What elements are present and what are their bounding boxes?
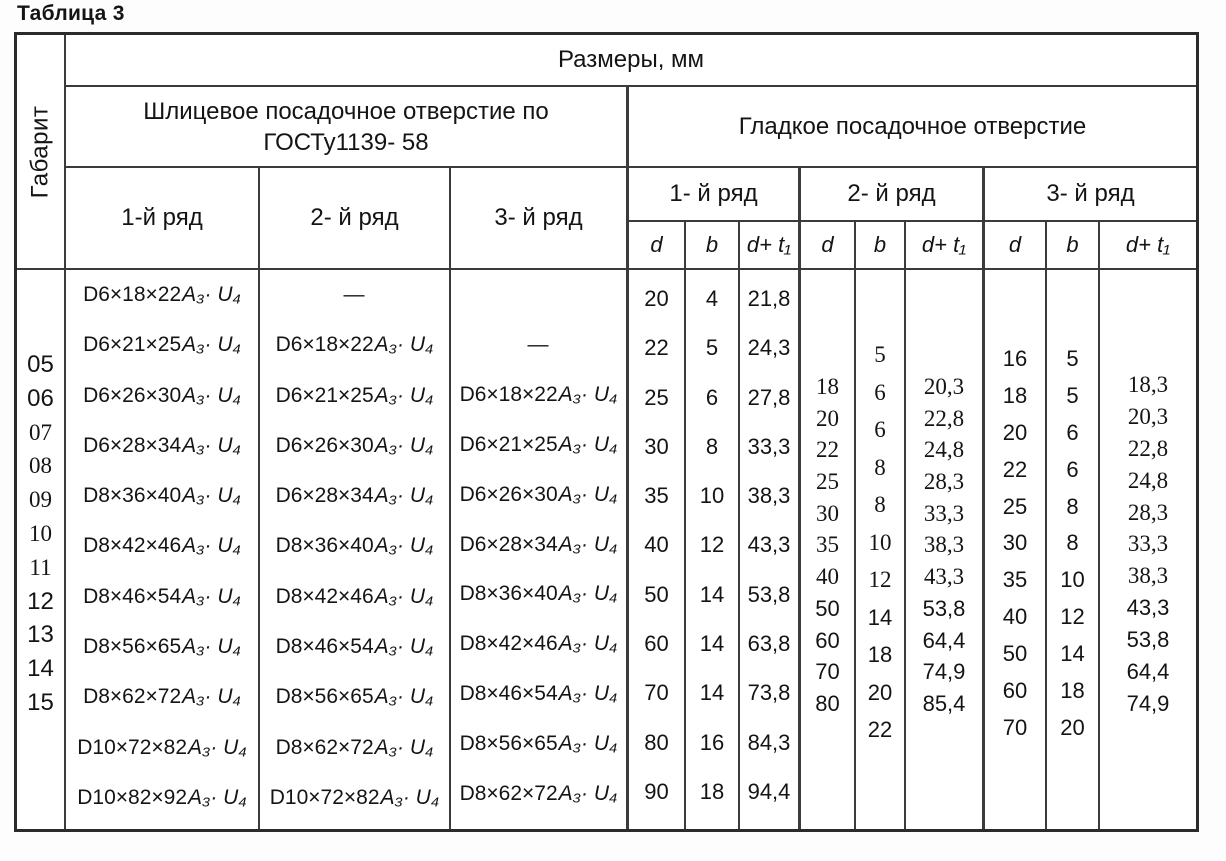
spline-designation bbox=[77, 785, 247, 811]
gabarit-value: 10 bbox=[29, 520, 52, 546]
dimension-value: 24,8 bbox=[923, 437, 965, 463]
dimension-value: 24,3 bbox=[747, 335, 791, 361]
spline-designation-base: D6×28×34 bbox=[459, 532, 558, 556]
gabarit-value: 12 bbox=[27, 587, 54, 615]
spline-designation-base: D8×62×72 bbox=[459, 781, 558, 805]
dimension-value: 18,3 bbox=[1127, 372, 1169, 397]
dimension-value: 14 bbox=[699, 581, 725, 607]
dimension-value: 22 bbox=[816, 437, 839, 463]
spline-designation-suffix: A₃· U₄ bbox=[558, 482, 618, 506]
dimension-value: 16 bbox=[1002, 346, 1028, 371]
dimension-value: 94,4 bbox=[747, 778, 791, 804]
col-label-dt-row1: d+ t₁ bbox=[740, 222, 800, 270]
spline-designation bbox=[460, 532, 618, 558]
dimension-value: 6 bbox=[874, 379, 886, 405]
spline-designation-suffix: A₃· U₄ bbox=[182, 685, 241, 709]
gabarit-value: 06 bbox=[27, 384, 54, 412]
dimension-value: 22 bbox=[1002, 456, 1028, 482]
dimension-value: 33,3 bbox=[747, 433, 791, 459]
dimension-value: 8 bbox=[874, 492, 886, 517]
dimension-value: 4 bbox=[705, 286, 719, 311]
dimension-value: 20,3 bbox=[923, 374, 965, 399]
dimension-value: 64,4 bbox=[1126, 659, 1170, 685]
spline-designation-suffix: A₃· U₄ bbox=[558, 682, 618, 706]
col-label-b-row2: b bbox=[856, 222, 906, 270]
col-label-dt-row2: d+ t₁ bbox=[906, 222, 984, 270]
spline-section-header-line2: ГОСТу1139- 58 bbox=[263, 128, 429, 156]
spline-designation-base: D6×26×30 bbox=[459, 482, 558, 506]
spline-designation-base: D6×26×30 bbox=[83, 383, 182, 407]
dimension-value: 50 bbox=[644, 581, 669, 607]
dimension-value: 28,3 bbox=[923, 469, 965, 495]
dimension-value: 35 bbox=[644, 483, 669, 509]
smooth-row1-header: 1- й ряд bbox=[628, 168, 800, 222]
gabarit-value: 13 bbox=[27, 621, 54, 649]
spline-designation-base: D8×56×65 bbox=[275, 685, 374, 709]
spline-designation-suffix: A₃· U₄ bbox=[182, 383, 241, 407]
spline-designation bbox=[83, 383, 241, 409]
dimension-value: 8 bbox=[1066, 530, 1079, 556]
spline-designation bbox=[460, 382, 618, 408]
dimension-value: 70 bbox=[1002, 714, 1028, 740]
dimension-value: 30 bbox=[816, 500, 839, 526]
spline-designation bbox=[528, 332, 550, 358]
dimension-value: 21,8 bbox=[747, 286, 791, 311]
spline-designation bbox=[460, 781, 618, 807]
spline-row2-column bbox=[260, 270, 451, 829]
spline-designation-suffix: A₃· U₄ bbox=[374, 484, 434, 508]
spline-row3-column bbox=[451, 270, 628, 829]
dimension-value: 80 bbox=[815, 690, 840, 716]
spline-designation bbox=[83, 634, 241, 660]
spline-designation bbox=[276, 433, 434, 459]
dimension-value: 22 bbox=[644, 335, 669, 361]
spline-designation-base: D10×72×82 bbox=[77, 735, 188, 759]
spline-designation-base: D6×18×22 bbox=[459, 382, 558, 406]
spline-designation-suffix: A₃· U₄ bbox=[558, 732, 618, 755]
dimension-value: 80 bbox=[644, 729, 669, 755]
spline-designation-base: D8×62×72 bbox=[83, 685, 182, 709]
spline-designation bbox=[270, 785, 440, 811]
smooth-row1-d-column bbox=[628, 270, 686, 829]
smooth-row2-b-column bbox=[856, 270, 906, 829]
spline-designation-base: D6×21×25 bbox=[83, 333, 182, 357]
spline-designation-suffix: A₃· U₄ bbox=[374, 584, 434, 608]
dimension-value: 40 bbox=[644, 532, 669, 558]
col-label-d-row2: d bbox=[800, 222, 856, 270]
spline-designation bbox=[276, 533, 434, 559]
spline-designation bbox=[460, 631, 618, 657]
dimension-value: 20 bbox=[1060, 714, 1085, 740]
spline-designation-suffix: A₃· U₄ bbox=[182, 333, 241, 357]
dimension-value: 18 bbox=[816, 374, 839, 399]
spline-designation-suffix: A₃· U₄ bbox=[374, 735, 434, 759]
dimension-value: 50 bbox=[1002, 641, 1028, 667]
spline-designation-base: D8×46×54 bbox=[83, 584, 182, 608]
dimension-value: 43,3 bbox=[923, 564, 965, 590]
dimension-value: 53,8 bbox=[747, 581, 791, 607]
dimension-value: 63,8 bbox=[747, 631, 791, 657]
spline-section-header bbox=[66, 87, 628, 168]
dimension-value: 43,3 bbox=[1126, 595, 1170, 621]
spline-designation bbox=[276, 584, 434, 610]
gabarit-values-column bbox=[17, 270, 66, 829]
dimension-value: 10 bbox=[868, 529, 892, 555]
dimension-value: 12 bbox=[1060, 604, 1085, 630]
spline-designation-suffix: A₃· U₄ bbox=[558, 582, 618, 606]
table-caption: Таблица 3 bbox=[17, 2, 125, 25]
spline-designation-base: D8×42×46 bbox=[459, 632, 558, 656]
dimension-value: 18 bbox=[867, 642, 893, 667]
gabarit-header-cell bbox=[17, 35, 66, 270]
spline-designation-base: D8×36×40 bbox=[275, 534, 374, 558]
dimension-value: 22,8 bbox=[923, 405, 965, 431]
spline-designation-suffix: A₃· U₄ bbox=[374, 433, 434, 457]
spline-designation bbox=[276, 735, 434, 761]
dimension-value: 16 bbox=[699, 729, 725, 755]
spline-designation-base: D6×18×22 bbox=[275, 333, 374, 357]
dimension-value: 60 bbox=[1002, 678, 1028, 704]
spline-designation bbox=[77, 735, 247, 761]
dimension-value: 10 bbox=[699, 483, 725, 509]
dimension-value: 25 bbox=[644, 384, 669, 410]
dimension-value: 50 bbox=[815, 595, 840, 621]
dimension-value: 85,4 bbox=[922, 690, 966, 716]
dimension-value: 20,3 bbox=[1127, 403, 1169, 429]
col-label-dt-row3: d+ t₁ bbox=[1100, 222, 1196, 270]
dimension-value: 53,8 bbox=[1126, 627, 1170, 653]
spline-designation bbox=[276, 684, 434, 710]
sizes-header: Размеры, мм bbox=[66, 35, 1196, 87]
spline-designation-base: D6×21×25 bbox=[275, 383, 374, 407]
dimension-value: 25 bbox=[1002, 493, 1028, 519]
col-label-d-row3: d bbox=[984, 222, 1047, 270]
spline-designation bbox=[276, 634, 434, 660]
col-label-b-row3: b bbox=[1047, 222, 1100, 270]
gabarit-value: 08 bbox=[29, 453, 52, 479]
dimension-value: 8 bbox=[705, 433, 719, 459]
spline-designation bbox=[460, 681, 618, 707]
spline-designation-base: D6×21×25 bbox=[459, 432, 558, 456]
dimension-value: 30 bbox=[644, 433, 669, 459]
spline-row1-header: 1-й ряд bbox=[66, 168, 260, 270]
spline-designation-suffix: A₃· U₄ bbox=[374, 383, 434, 407]
dimension-value: 10 bbox=[1060, 567, 1085, 593]
spline-designation bbox=[460, 482, 618, 508]
gabarit-value: 07 bbox=[29, 419, 52, 445]
dimension-value: 90 bbox=[644, 778, 669, 804]
spline-designation-base: D8×42×46 bbox=[275, 584, 374, 608]
dimension-value: 74,9 bbox=[1126, 690, 1170, 716]
dimension-value: 70 bbox=[644, 680, 669, 706]
dimension-value: 33,3 bbox=[923, 500, 965, 526]
dimension-value: 38,3 bbox=[923, 532, 965, 558]
dimension-value: 14 bbox=[1060, 641, 1085, 667]
dimension-value: 18 bbox=[699, 778, 725, 804]
spline-designation bbox=[460, 432, 618, 458]
dimension-value: 8 bbox=[1066, 493, 1079, 519]
spline-designation-suffix: A₃· U₄ bbox=[182, 283, 241, 306]
spline-designation-base: D8×42×46 bbox=[83, 534, 182, 558]
dimension-value: 60 bbox=[644, 631, 669, 657]
dimension-value: 8 bbox=[874, 454, 886, 480]
spline-designation-suffix: A₃· U₄ bbox=[374, 685, 434, 709]
dimension-value: 6 bbox=[1066, 419, 1079, 445]
dimension-value: 6 bbox=[874, 417, 886, 442]
spline-designation-suffix: A₃· U₄ bbox=[182, 433, 241, 457]
smooth-row2-header: 2- й ряд bbox=[800, 168, 984, 222]
dimension-value: 28,3 bbox=[1127, 499, 1169, 525]
spline-row1-column bbox=[66, 270, 260, 829]
spline-designation-base: — bbox=[343, 283, 365, 306]
spline-designation bbox=[276, 383, 434, 409]
spline-designation-base: D8×62×72 bbox=[275, 735, 374, 759]
smooth-row3-dt-column bbox=[1100, 270, 1196, 829]
dimension-value: 27,8 bbox=[747, 384, 791, 410]
smooth-row3-b-column bbox=[1047, 270, 1100, 829]
dimension-value: 35 bbox=[816, 532, 839, 558]
dimension-value: 6 bbox=[1066, 456, 1079, 482]
dimension-value: 20 bbox=[867, 679, 893, 705]
smooth-row2-d-column bbox=[800, 270, 856, 829]
dimension-value: 33,3 bbox=[1127, 531, 1169, 557]
dimension-value: 30 bbox=[1002, 530, 1028, 556]
gabarit-header-label: Габарит bbox=[26, 105, 54, 198]
dimension-value: 40 bbox=[816, 564, 839, 590]
spline-designation bbox=[83, 282, 241, 308]
smooth-row1-dt-column bbox=[740, 270, 800, 829]
dimensions-table bbox=[14, 32, 1199, 832]
spline-designation-suffix: A₃· U₄ bbox=[182, 584, 241, 608]
gabarit-value: 14 bbox=[27, 655, 54, 683]
spline-designation-suffix: A₃· U₄ bbox=[558, 632, 618, 656]
smooth-row2-dt-column bbox=[906, 270, 984, 829]
spline-designation-suffix: A₃· U₄ bbox=[374, 333, 434, 357]
spline-designation bbox=[460, 581, 618, 607]
dimension-value: 53,8 bbox=[922, 595, 966, 621]
spline-designation bbox=[83, 332, 241, 358]
spline-designation-base: D8×36×40 bbox=[459, 582, 558, 606]
spline-designation-base: — bbox=[527, 333, 549, 356]
dimension-value: 22 bbox=[867, 717, 893, 742]
dimension-value: 5 bbox=[705, 335, 719, 361]
spline-designation-base: D6×26×30 bbox=[275, 433, 374, 457]
spline-designation bbox=[83, 584, 241, 610]
dimension-value: 18 bbox=[1060, 678, 1085, 704]
spline-designation-suffix: A₃· U₄ bbox=[182, 534, 241, 558]
dimension-value: 14 bbox=[867, 604, 893, 630]
spline-designation-suffix: A₃· U₄ bbox=[182, 635, 241, 659]
spline-designation-base: D8×56×65 bbox=[83, 635, 182, 659]
dimension-value: 20 bbox=[816, 405, 839, 431]
spline-designation-base: D10×72×82 bbox=[269, 785, 380, 809]
spline-designation-suffix: A₃· U₄ bbox=[558, 532, 618, 556]
spline-designation-base: D8×46×54 bbox=[275, 635, 374, 659]
dimension-value: 25 bbox=[816, 469, 839, 495]
dimension-value: 60 bbox=[815, 627, 840, 653]
spline-designation bbox=[276, 332, 434, 358]
spline-designation-base: D10×82×92 bbox=[77, 785, 188, 809]
gabarit-value: 05 bbox=[27, 351, 54, 378]
dimension-value: 14 bbox=[699, 680, 725, 706]
dimension-value: 5 bbox=[874, 342, 886, 367]
spline-designation-suffix: A₃· U₄ bbox=[374, 534, 434, 558]
spline-designation-suffix: A₃· U₄ bbox=[558, 781, 618, 805]
gabarit-value: 15 bbox=[27, 688, 54, 716]
dimension-value: 84,3 bbox=[747, 729, 791, 755]
spline-row2-header: 2- й ряд bbox=[260, 168, 451, 270]
spline-designation-base: D6×28×34 bbox=[83, 433, 182, 457]
col-label-d-row1: d bbox=[628, 222, 686, 270]
smooth-section-header: Гладкое посадочное отверстие bbox=[628, 87, 1196, 168]
spline-designation bbox=[83, 684, 241, 710]
spline-section-header-line1: Шлицевое посадочное отверстие по bbox=[143, 97, 549, 125]
dimension-value: 20 bbox=[1002, 419, 1028, 445]
spline-designation-base: D6×28×34 bbox=[275, 484, 374, 508]
dimension-value: 35 bbox=[1002, 567, 1028, 593]
dimension-value: 20 bbox=[644, 286, 669, 311]
spline-designation bbox=[83, 483, 241, 509]
smooth-row3-header: 3- й ряд bbox=[984, 168, 1196, 222]
spline-designation-base: D6×18×22 bbox=[83, 283, 182, 306]
dimension-value: 6 bbox=[705, 384, 719, 410]
spline-designation bbox=[344, 282, 366, 308]
dimension-value: 43,3 bbox=[747, 532, 791, 558]
gabarit-value: 09 bbox=[29, 487, 52, 513]
dimension-value: 5 bbox=[1066, 382, 1079, 408]
spline-designation bbox=[460, 731, 618, 757]
dimension-value: 24,8 bbox=[1127, 467, 1169, 493]
spline-designation-suffix: A₃· U₄ bbox=[558, 432, 618, 456]
spline-designation-suffix: A₃· U₄ bbox=[558, 382, 618, 406]
spline-designation bbox=[83, 533, 241, 559]
dimension-value: 14 bbox=[699, 631, 725, 657]
spline-row3-header: 3- й ряд bbox=[451, 168, 628, 270]
spline-designation-base: D8×36×40 bbox=[83, 484, 182, 508]
spline-designation bbox=[83, 433, 241, 459]
dimension-value: 5 bbox=[1066, 346, 1079, 371]
spline-designation-suffix: A₃· U₄ bbox=[188, 735, 247, 759]
dimension-value: 38,3 bbox=[747, 483, 791, 509]
dimension-value: 73,8 bbox=[747, 680, 791, 706]
dimension-value: 64,4 bbox=[922, 627, 966, 653]
spline-designation-suffix: A₃· U₄ bbox=[182, 484, 241, 508]
dimension-value: 40 bbox=[1002, 604, 1028, 630]
dimension-value: 22,8 bbox=[1127, 435, 1169, 461]
smooth-row3-d-column bbox=[984, 270, 1047, 829]
spline-designation-suffix: A₃· U₄ bbox=[188, 785, 247, 809]
dimension-value: 12 bbox=[868, 567, 892, 592]
spline-designation-suffix: A₃· U₄ bbox=[380, 785, 440, 809]
dimension-value: 74,9 bbox=[922, 659, 966, 685]
spline-designation-suffix: A₃· U₄ bbox=[374, 635, 434, 659]
dimension-value: 38,3 bbox=[1127, 563, 1169, 589]
dimension-value: 18 bbox=[1002, 382, 1028, 408]
dimension-value: 70 bbox=[815, 659, 840, 685]
spline-designation bbox=[276, 483, 434, 509]
dimension-value: 12 bbox=[699, 532, 725, 558]
spline-designation-base: D8×46×54 bbox=[459, 682, 558, 706]
spline-designation-base: D8×56×65 bbox=[459, 732, 558, 755]
smooth-row1-b-column bbox=[686, 270, 740, 829]
gabarit-value: 11 bbox=[29, 554, 52, 580]
col-label-b-row1: b bbox=[686, 222, 740, 270]
